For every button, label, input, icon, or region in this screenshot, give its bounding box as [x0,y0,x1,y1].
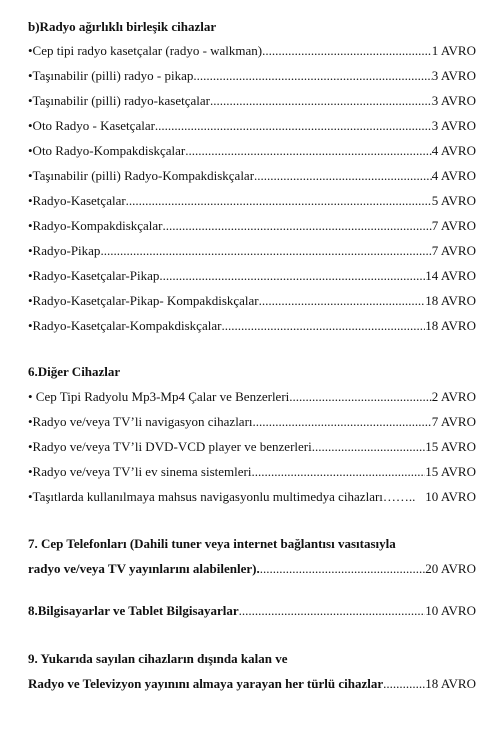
item-price: 4 AVRO [431,143,476,158]
item-price: 7 AVRO [431,243,476,258]
leader-dots [126,192,432,210]
item-label: •Radyo ve/veya TV’li DVD-VCD player ve benzerleri [28,439,312,454]
section-8-row [28,602,476,620]
section-8-price: 10 AVRO [425,603,476,618]
item-label: •Radyo ve/veya TV’li ev sinema sistemleri [28,464,252,479]
list-item [28,217,476,235]
leader-dots [254,167,432,185]
item-label: •Taşınabilir (pilli) radyo - pikap [28,68,194,83]
section-9-price: 18 AVRO [425,676,476,691]
item-price: 15 AVRO [425,464,476,479]
item-label: •Cep tipi radyo kasetçalar (radyo - walkman) [28,43,263,58]
section-6-title: 6.Diğer Cihazlar [28,364,121,379]
item-price: 4 AVRO [431,168,476,183]
item-price: 7 AVRO [431,414,476,429]
leader-dots [210,92,432,110]
section-9-title: 9. Yukarıda sayılan cihazların dışında kalan ve [28,651,288,666]
item-price: 18 AVRO [425,318,476,333]
item-label: •Radyo-Pikap [28,243,101,258]
list-item [28,292,476,310]
list-item [28,142,476,160]
section-8-label: 8.Bilgisayarlar ve Tablet Bilgisayarlar [28,603,239,618]
item-label: •Taşınabilir (pilli) Radyo-Kompakdiskçalar [28,168,255,183]
list-item [28,92,476,110]
leader-dots [260,560,426,578]
list-item [28,117,476,135]
item-price: 3 AVRO [431,118,476,133]
section-9-row [28,675,476,693]
item-price: 5 AVRO [431,193,476,208]
list-item [28,42,476,60]
item-label: •Radyo-Kasetçalar-Pikap- Kompakdiskçalar [28,293,259,308]
leader-dots [221,317,425,335]
item-label: •Radyo-Kasetçalar-Pikap [28,268,160,283]
section-7-label: radyo ve/veya TV yayınlarını alabilenler). [28,561,260,576]
list-item [28,242,476,260]
list-item [28,388,476,406]
list-item [28,67,476,85]
item-price: 18 AVRO [425,293,476,308]
leader-dots [159,267,425,285]
list-item [28,317,476,335]
item-label: •Taşınabilir (pilli) radyo-kasetçalar [28,93,210,108]
leader-dots [289,388,432,406]
leader-dots [259,292,426,310]
item-label: •Oto Radyo - Kasetçalar [28,118,155,133]
list-item [28,267,476,285]
leader-dots [262,42,432,60]
item-label: •Taşıtlarda kullanılmaya mahsus navigasyonlu multimedya cihazları [28,489,383,504]
list-item [28,488,476,506]
leader-dots [155,117,432,135]
leader-dots [100,242,431,260]
list-item [28,167,476,185]
item-price: 10 AVRO [425,489,476,504]
leader-dots [251,463,425,481]
item-price: 1 AVRO [431,43,476,58]
item-label: •Radyo-Kasetçalar [28,193,126,208]
leader-dots [253,413,432,431]
section-9-label: Radyo ve Televizyon yayınını almaya yarayan her türlü cihazlar [28,676,384,691]
leader-dots [312,438,426,456]
leader-dots [193,67,431,85]
leader-dots [383,488,425,506]
item-price: 3 AVRO [431,93,476,108]
list-item [28,413,476,431]
list-item [28,463,476,481]
item-label: •Radyo-Kompakdiskçalar [28,218,163,233]
item-price: 15 AVRO [425,439,476,454]
item-label: • Cep Tipi Radyolu Mp3-Mp4 Çalar ve Benzerleri [28,389,290,404]
section-7-title: 7. Cep Telefonları (Dahili tuner veya internet bağlantısı vasıtasıyla [28,536,396,551]
leader-dots [185,142,432,160]
section-b-title: b)Radyo ağırlıklı birleşik cihazlar [28,19,217,34]
item-label: •Radyo-Kasetçalar-Kompakdiskçalar [28,318,222,333]
leader-dots [163,217,432,235]
list-item [28,192,476,210]
item-price: 14 AVRO [425,268,476,283]
item-price: 2 AVRO [431,389,476,404]
section-7-row [28,560,476,578]
item-price: 7 AVRO [431,218,476,233]
item-label: •Oto Radyo-Kompakdiskçalar [28,143,186,158]
leader-dots [239,602,426,620]
list-item [28,438,476,456]
section-7-price: 20 AVRO [425,561,476,576]
leader-dots [383,675,425,693]
item-label: •Radyo ve/veya TV’li navigasyon cihazları [28,414,253,429]
item-price: 3 AVRO [431,68,476,83]
